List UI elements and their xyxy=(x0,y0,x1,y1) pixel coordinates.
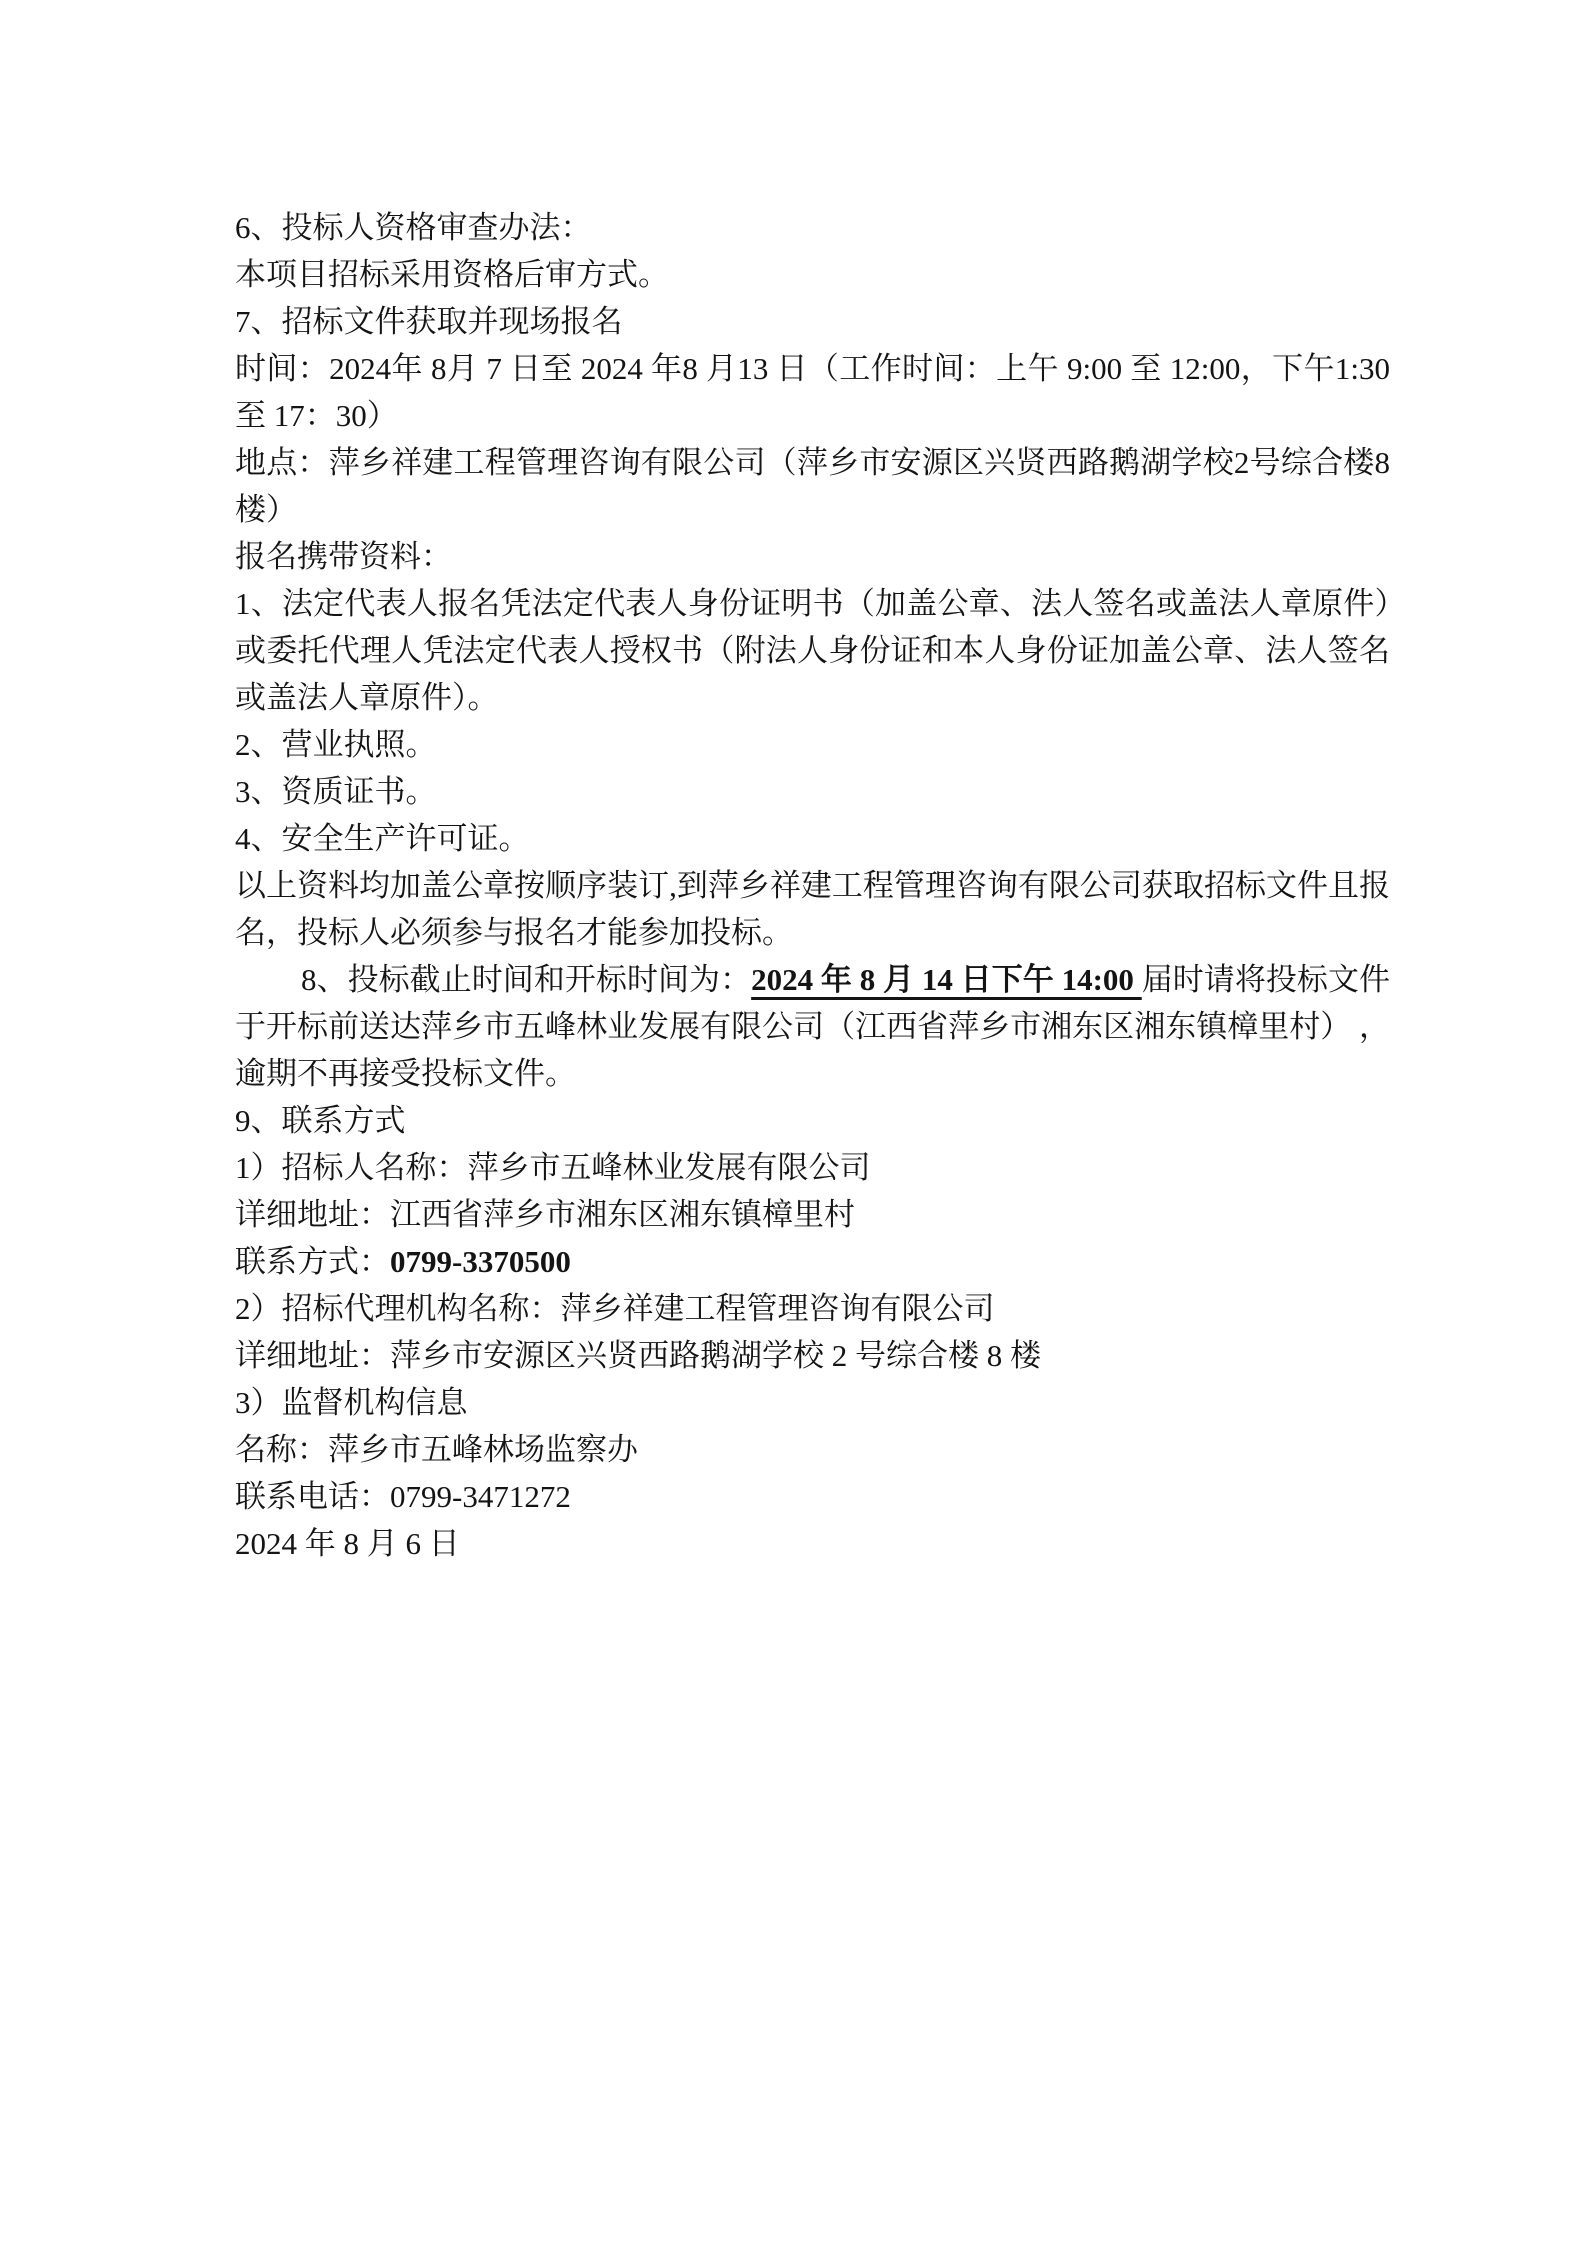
section-7-heading: 7、招标文件获取并现场报名 xyxy=(235,304,623,339)
bidder-contact-line xyxy=(235,1238,1390,1285)
agency-name-line: 2）招标代理机构名称：萍乡祥建工程管理咨询有限公司 xyxy=(235,1291,995,1326)
list-item: 3、资质证书。 xyxy=(235,774,437,809)
section-6-heading: 6、投标人资格审查办法： xyxy=(235,210,592,245)
bidder-name-line: 1）招标人名称：萍乡市五峰林业发展有限公司 xyxy=(235,1150,871,1185)
list-item: 4、安全生产许可证。 xyxy=(235,821,530,856)
list-item: 2、营业执照。 xyxy=(235,727,437,762)
section-7-note: 以上资料均加盖公章按顺序装订,到萍乡祥建工程管理咨询有限公司获取招标文件且报名，投标人必须参与报名才能参加投标。 xyxy=(235,868,1390,950)
section-8-paragraph xyxy=(235,956,1390,1097)
section-8-suffix: 届时请将投标文件于开标前送达萍乡市五峰林业发展有限公司（江西省萍乡市湘东区湘东镇樟里村） ，逾期不再接受投标文件。 xyxy=(235,962,1391,1091)
list-item: 1、法定代表人报名凭法定代表人身份证明书（加盖公章、法人签名或盖法人章原件）或委托代理人凭法定代表人授权书（附法人身份证和本人身份证加盖公章、法人签名或盖法人章原件）。 xyxy=(235,586,1390,715)
bid-deadline-text: 2024 年 8 月 14 日下午 14:00 xyxy=(751,962,1142,997)
section-6-body: 本项目招标采用资格后审方式。 xyxy=(235,257,669,292)
supervisor-heading-line: 3）监督机构信息 xyxy=(235,1385,468,1420)
section-7-materials-label: 报名携带资料： xyxy=(235,539,452,574)
bidder-address-line: 详细地址：江西省萍乡市湘东区湘东镇樟里村 xyxy=(235,1197,855,1232)
section-8-prefix: 8、投标截止时间和开标时间为： xyxy=(301,962,752,997)
supervisor-name-line: 名称：萍乡市五峰林场监察办 xyxy=(235,1432,638,1467)
bidder-contact-label: 联系方式： xyxy=(235,1244,390,1279)
agency-address-line: 详细地址：萍乡市安源区兴贤西路鹅湖学校 2 号综合楼 8 楼 xyxy=(235,1338,1041,1373)
supervisor-phone-line: 联系电话：0799-3471272 xyxy=(235,1479,571,1514)
section-9-heading: 9、联系方式 xyxy=(235,1103,406,1138)
bidder-contact-phone: 0799-3370500 xyxy=(390,1244,571,1279)
document-date: 2024 年 8 月 6 日 xyxy=(235,1526,460,1561)
section-7-location: 地点：萍乡祥建工程管理咨询有限公司（萍乡市安源区兴贤西路鹅湖学校2号综合楼8楼） xyxy=(235,445,1390,527)
section-7-time: 时间：2024年 8月 7 日至 2024 年8 月13 日（工作时间：上午 9:00 至 12:00，下午1:30 至 17：30） xyxy=(235,351,1390,433)
